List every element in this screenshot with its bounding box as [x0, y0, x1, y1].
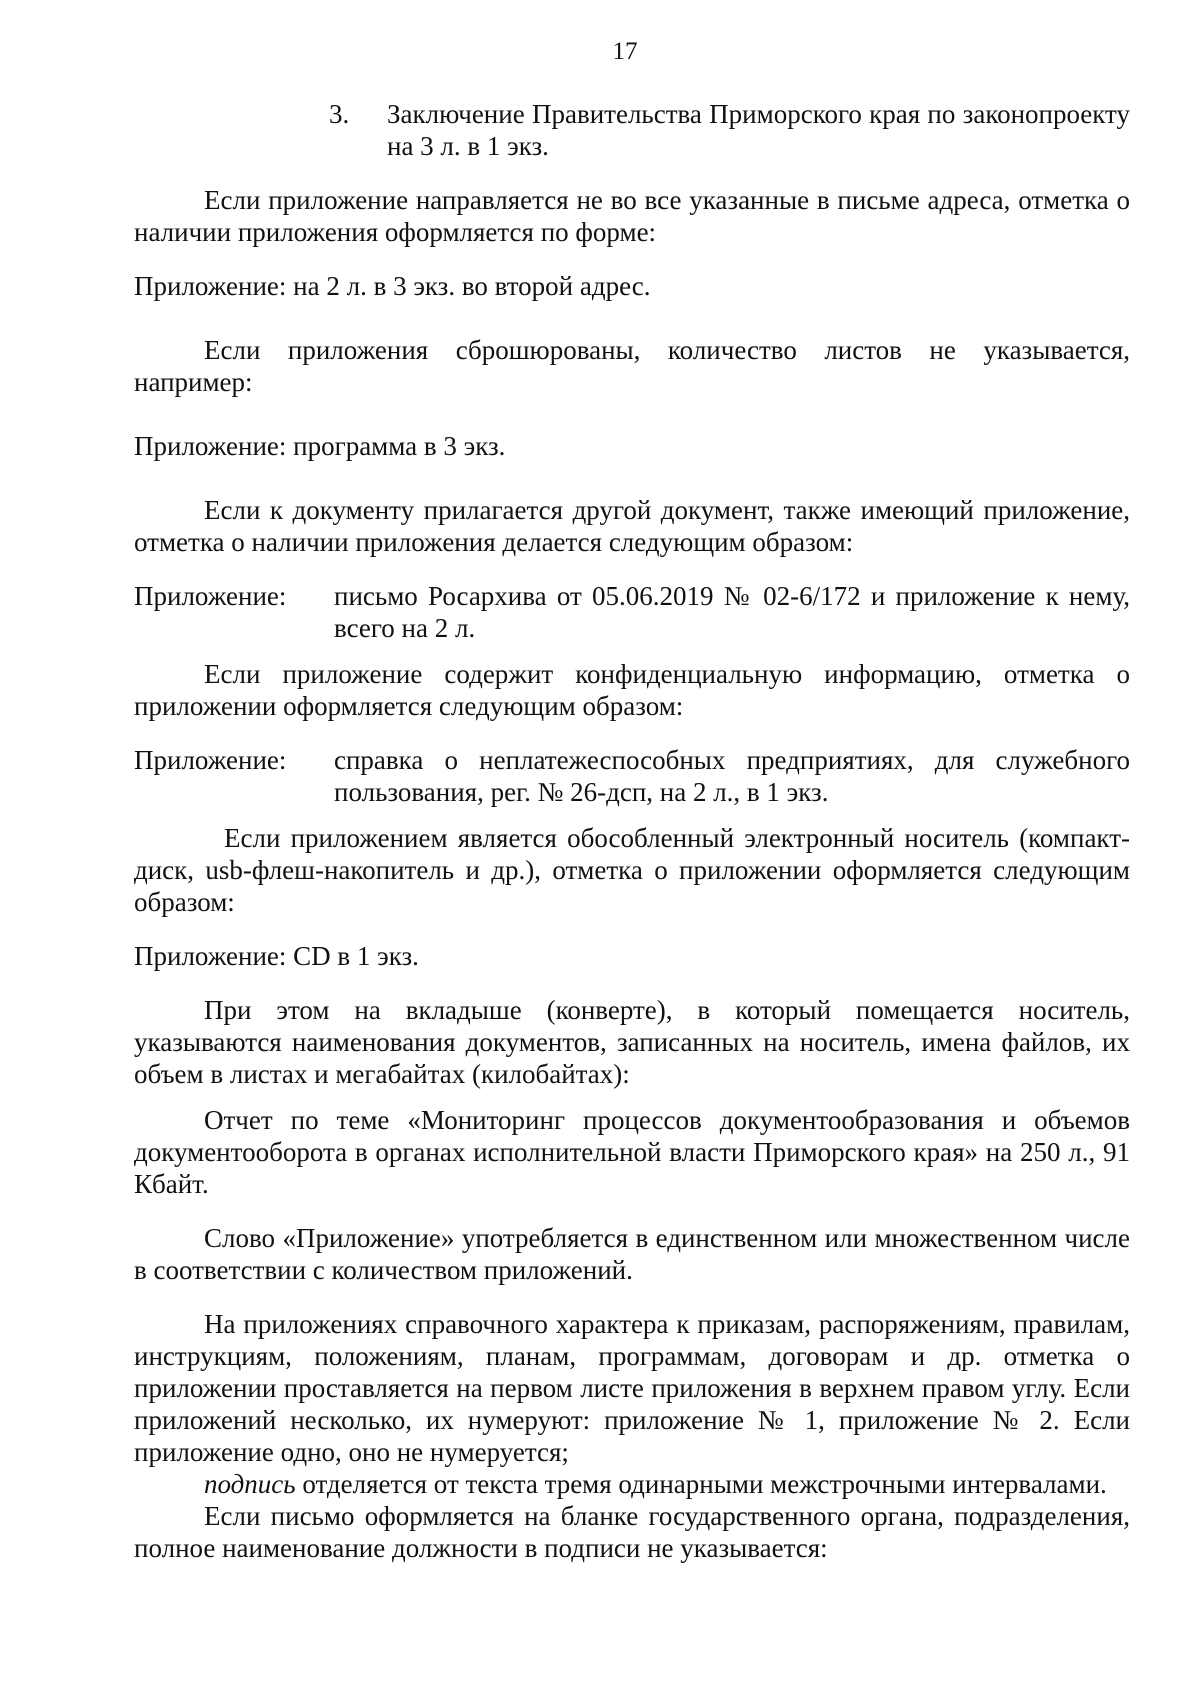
example-3-label: Приложение:	[134, 581, 287, 611]
example-4	[134, 744, 1130, 808]
paragraph-5: Если приложением является обособленный электронный носитель (компакт-диск, usb-флеш-накопитель и др.), отметка о приложении оформляется следующим образом:	[134, 823, 1130, 917]
paragraph-10	[134, 1468, 1130, 1500]
example-4-text: справка о неплатежеспособных предприятиях, для служебного пользования, рег. № 26-дсп, на 2 л., в 1 экз.	[334, 745, 1130, 807]
paragraph-1: Если приложение направляется не во все указанные в письме адреса, отметка о наличии приложения оформляется по форме:	[134, 185, 1130, 247]
document-body	[134, 98, 1130, 1564]
numbered-item-3	[134, 98, 1130, 162]
paragraph-2: Если приложения сброшюрованы, количество листов не указывается, например:	[134, 335, 1130, 397]
paragraph-9: На приложениях справочного характера к приказам, распоряжениям, правилам, инструкциям, положениям, планам, программам, договорам и др. отметка о приложении проставляется на первом листе приложения в верхнем правом углу. Если приложений несколько, их нумеруют: приложение № 1, приложение № 2. Если приложение одно, оно не нумеруется;	[134, 1309, 1130, 1467]
paragraph-3: Если к документу прилагается другой документ, также имеющий приложение, отметка о наличии приложения делается следующим образом:	[134, 495, 1130, 557]
paragraph-11: Если письмо оформляется на бланке государственного органа, подразделения, полное наименование должности в подписи не указывается:	[134, 1501, 1130, 1563]
item-text: Заключение Правительства Приморского края по законопроекту на 3 л. в 1 экз.	[387, 99, 1130, 161]
item-number: 3.	[329, 99, 350, 129]
paragraph-6: При этом на вкладыше (конверте), в который помещается носитель, указываются наименования документов, записанных на носитель, имена файлов, их объем в листах и мегабайтах (килобайтах):	[134, 995, 1130, 1089]
page-number: 17	[612, 38, 638, 65]
paragraph-4: Если приложение содержит конфиденциальную информацию, отметка о приложении оформляется следующим образом:	[134, 659, 1130, 721]
signature-term: подпись	[204, 1469, 296, 1499]
example-4-label: Приложение:	[134, 745, 287, 775]
example-1: Приложение: на 2 л. в 3 экз. во второй адрес.	[134, 271, 651, 301]
example-3	[134, 580, 1130, 644]
paragraph-7: Отчет по теме «Мониторинг процессов документообразования и объемов документооборота в органах исполнительной власти Приморского края» на 250 л., 91 Кбайт.	[134, 1105, 1130, 1199]
example-3-text: письмо Росархива от 05.06.2019 № 02-6/172 и приложение к нему, всего на 2 л.	[334, 581, 1130, 643]
example-5: Приложение: CD в 1 экз.	[134, 941, 419, 971]
example-2: Приложение: программа в 3 экз.	[134, 431, 506, 461]
paragraph-10-text: отделяется от текста тремя одинарными межстрочными интервалами.	[295, 1469, 1107, 1499]
paragraph-8: Слово «Приложение» употребляется в единственном или множественном числе в соответствии с количеством приложений.	[134, 1223, 1130, 1285]
